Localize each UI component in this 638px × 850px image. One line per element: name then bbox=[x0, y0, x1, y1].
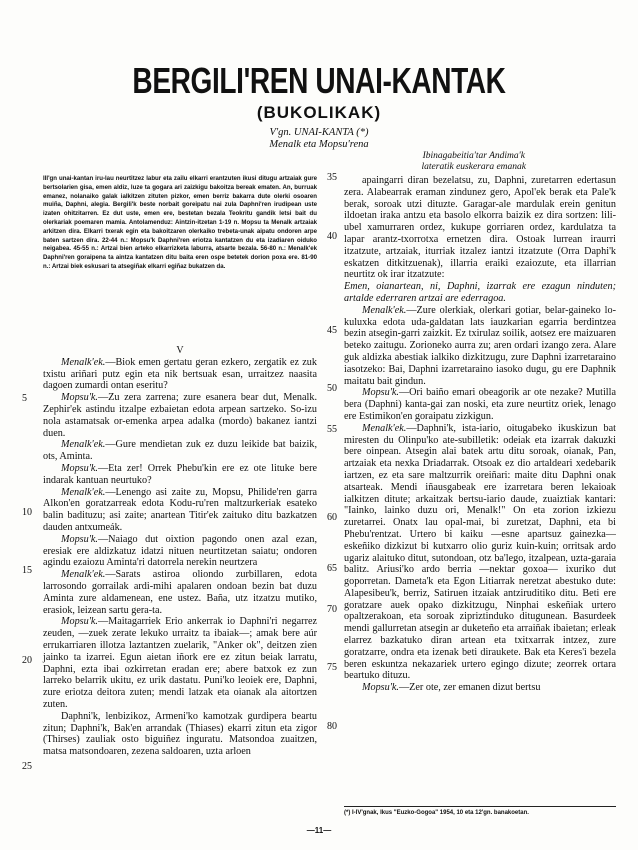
page-number: —11— bbox=[306, 826, 332, 835]
page-title: BERGILI'REN UNAI-KANTAK bbox=[132, 60, 506, 101]
right-paragraph bbox=[344, 387, 616, 422]
line-number: 35 bbox=[327, 172, 337, 183]
line-number: 75 bbox=[327, 662, 337, 673]
left-paragraph bbox=[43, 463, 317, 487]
line-number: 45 bbox=[327, 325, 337, 336]
page-subtitle: (BUKOLIKAK) bbox=[256, 103, 382, 122]
speaker-name: Mopsu'k. bbox=[61, 462, 98, 474]
dialogue-text: Daphni'k, lenbizikoz, Armeni'ko kamotzak gurdipera beartu zitun; Daphni'k, Bak'en arrandak (Thiases) ekarri zitun eta zigor (Thirses) zauliak osto biguiñez inguratu. Matsondoa zuaitzen, matsa matsondoaren, zezena saldoaren, uzta arloen bbox=[43, 710, 317, 758]
credit-line-1: Ibinagabeitia'tar Andima'k bbox=[422, 151, 525, 161]
section-mark: V bbox=[176, 345, 184, 356]
dialogue-text: —Zure olerkiak, olerkari gotiar, belar-gaineko lo-kuluxka edota uda-galdatan lats iauzkarian egarria berdintzea bezin atsegin-garri zaizkit. Ez txirulaz soilik, aotsez ere maizuaren beteko zaitugu. Zorioneko aurra zu; aren ordari izango zera. Alare guk aldizka abestiak ialkiko dizkitzugu, zure Daphni izarretaraino iasotzeko: Bai, Daphni izarretaraino iasoko dugu, gu ere Daphnik maitatu bait gindun. bbox=[344, 304, 616, 387]
left-paragraph bbox=[43, 392, 317, 439]
byline-line-2: Menalk eta Mopsu'rena bbox=[269, 139, 369, 150]
dialogue-text: —Lenengo asi zaite zu, Mopsu, Philide'ren garra Alkon'en goratzarreak edota Kodu-ru'ren maltzurkeriak esateko balin badituzu; asi zaite; anartean Titir'ek zaituko ditu bazkatzen dauden antxumeák. bbox=[43, 486, 317, 533]
left-paragraph bbox=[43, 534, 317, 569]
dialogue-text: —Biok emen gertatu geran ezkero, zergatik ez zuk txistu ariñari putz egin eta nik bertsuak esan, urraitzez naasita dagoen zumardi ontan eseritu? bbox=[43, 356, 317, 392]
byline-line-1: V'gn. UNAI-KANTA (*) bbox=[269, 127, 369, 138]
dialogue-text: —Maitagarriek Erio ankerrak io Daphni'ri negarrez zeuden, —zuek zerate lekuko urraitz ta ibaiak—; amak bere aúr errukarriaren illotza laztantzen zuelarik, "Anker ok", deitzen zien jainko ta izarrei. Egun aietan iñork ere ez zitun beiak larratu, Daphni, ezta ibai ozkirretan eradan ere; abere batxok ez zun larreko belarrik ukitu, ez urik dastatu. Puni'ko leoiek ere, Daphni, zure eriotza deitora zuten; mendi latzak eta oianak ala aitortzen zuten. bbox=[43, 616, 317, 710]
line-number: 10 bbox=[22, 507, 32, 518]
speaker-name: Mopsu'k. bbox=[61, 533, 98, 545]
right-paragraph bbox=[344, 281, 616, 305]
speaker-name: Mopsu'k. bbox=[61, 392, 98, 404]
left-paragraph bbox=[43, 616, 317, 710]
dialogue-text: —Sarats astiroa oliondo zurbillaren, edota larrosondo gorrailak ardi-mihi apalaren ondoan bezin bat duzu Aminta zure aldamenean, ene ustez. Baña, utz itzatzu mutiko, erasiok, leizean sartu gera-ta. bbox=[43, 569, 317, 616]
dialogue-text: —Naiago dut oixtion pagondo onen azal ezan, eresiak ere aldizkatuz idatzi nituen neurtitzetan saiatu; ondoren agindu ezaiozu Aminta'ri datorrela nerekin neurtzera bbox=[43, 533, 317, 569]
line-number: 60 bbox=[327, 512, 337, 523]
left-paragraph bbox=[43, 357, 317, 392]
right-paragraph bbox=[344, 175, 616, 281]
footnote: (*) I-IV'gnak, Ikus "Euzko-Gogoa" 1954, 10 eta 12'gn. banakoetan. bbox=[344, 806, 616, 816]
speaker-name: Mopsu'k. bbox=[61, 616, 98, 628]
dialogue-text: —Zu zera zarrena; zure esanera bear dut, Menalk. Zephir'ek astindu itzalpe ezbaietan edota arpean sartzeko. So-izu nola astamatsak or-emenka arpea adalka (mordo) bakanez iantzi duen. bbox=[43, 392, 317, 439]
left-paragraph bbox=[43, 487, 317, 534]
speaker-name: Menalk'ek. bbox=[61, 439, 106, 451]
left-paragraph bbox=[43, 711, 317, 758]
dialogue-text: apaingarri diran bezelatsu, zu, Daphni, zuretarren edertasun zera. Alabearrak eraman zindunez gero, Apol'ek berak eta Pale'k berak, soroak utzi dituzte. Garagar-ale mardulak erein genitun ildoetan iraka antzu eta basolo elkorra baizik ez dira sortzen: lili-ubel xamurraren ordez, kukupe gorriaren ordez, kardulatza ta lapar arantz-txorrotxa ernetzen dira. Ostoak lurrean iraurri itzatzute, artzaiak, iturriak itzalez iantzi itzatzute (Orra Daphi'k eskatzen ditkitzuenak), illarria eraiki ezaiozute, eta illarrian neurtitz ok irar itzatzute: bbox=[344, 175, 616, 281]
line-number: 5 bbox=[22, 393, 27, 404]
dialogue-text: —Daphni'k, ista-iario, oitugabeko ikuskizun bat miresten du Olinpu'ko ate-subilletik: odeiak eta izarrak dakuzki bere oinpean. Atsegin alai batek artu ditu soroak, oianak, Pan, artzaiak eta nexka Driadarrak. Otsoak ez dio artaldeari xedebarik iartzen, ez eta sare maltzurrik oreiñari: maite ditu Daphni onak atsarteak. Mendi iñausgabeak ere izarretara beren lekaioak ialkitzen ditute; arkaitzak bertsu-iario daude, zuaiztiak kantari: "Iainko, lainko duzu ori, Menalk!" On eta zorion izkiezu zuretarrei. Onatx lau opal-mai, bi zuretzat, Daphni, eta bi Phebu'rentzat. Urtero bi kaiku —esne apartsuz gainezka— eskeñiko dizkizut bi kutxarro olio guriz kuin-kuin; orritsak ardo ugariz alaituko ditut, sutondoan, otz ba'lego, itzalpean, uzta-garaia balitz. Ariusi'ko ardo berria —nektar goxoa— ixuriko dut goporretan. Dameta'k eta Egon Litiarrak neretzat abestuko dute: Alapesibeu'k, berriz, Satiruen itzaiak antziruditiko ditu. Beti ere goratzare auek opako dizkitzugu, Ninphai eskeñiak urtero opaltzerakoan, eta soroak zipriztinduko ditugunean. Basurdeek mendi gallurretan atsegin ar duketeño eta arraiñak ibaietan; erleak elarrez bazkatuko diran artean eta txitxarrak intzez, zure goratzarre, ondra eta izenak beti diraukete. Bak eta Keres'i bezela beren eskuntza nekazariek urtero egingo dizute; zeorrek ortara beartuko dituzu. bbox=[344, 422, 616, 682]
intro-summary: III'gn unai-kantan iru-lau neurtitzez labur eta zailu elkarri erantzuten ikusi ditugu artzaiak gure bertsolarien gisa, emen aldiz, luze ta gogara ari zaizkigu bakoitza bereak ematen. An, burruak emanez, nolanaiko galak ialkitzen zituten pizkor, emen berriz bakarra dute olerki osoaren muiña, Daphni, alegia. Bergili'k beste norbait goreipatu nai zula Daphni'ren irudipean uste izaten ohitzitarren. Ez dut uste, emen ere, bestetan bezala Teokritu gandik letsi bait du olerkariak poemaren mamia. Antolamenduz: Aintzin-itzetan 1-19 n. Mopsu ta Menalk artzaiak arkitzen dira. Elkarri txerak egin eta bakoitzaren olerkaiko trebeta-unak aipatu ondoren arpe baten sartzen dira. 22-44 n.: Mopsu'k Daphni'ren eriotza kantatzen du eta izadiaren oiduko neigabea. 45-55 n.: Artzai bien arteko elkarrizketa laburra, atsarte bezala. 56-80 n.: Menalk'ek Daphni'ren goraipena ta aintza kantatzen ditu baita eren ospe betetek dorion poxa ere. 81-90 n.: Artzai biek eskusari ta atsegiñak elkarri egiñaz bukatzen da. bbox=[43, 175, 317, 270]
credit-line-2: lateratik euskerara emanak bbox=[421, 162, 526, 172]
dialogue-text: Emen, oianartean, ni, Daphni, izarrak ere ezagun ninduten; artalde ederraren artzai are ederragoa. bbox=[344, 281, 616, 304]
left-paragraph bbox=[43, 439, 317, 463]
byline bbox=[0, 127, 638, 151]
line-number: 55 bbox=[327, 424, 337, 435]
speaker-name: Menalk'ek. bbox=[61, 356, 106, 368]
line-number: 65 bbox=[327, 563, 337, 574]
speaker-name: Menalk'ek. bbox=[362, 422, 407, 434]
dialogue-text: —Eta zer! Orrek Phebu'kin ere ez ote lituke bere indarak kantuan neurtuko? bbox=[43, 462, 317, 486]
line-number: 15 bbox=[22, 565, 32, 576]
dialogue-text: —Ori baiño emari obeagorik ar ote nezake? Mutilla bera (Daphni) kanta-gai zan noski, eta zure neurtitz oriek, lenago ere Estimikon'en goraipatu zizkigun. bbox=[344, 387, 616, 422]
right-column bbox=[344, 175, 616, 694]
right-paragraph bbox=[344, 423, 616, 683]
dialogue-text: —Gure mendietan zuk ez duzu leikide bat baizik, ots, Aminta. bbox=[43, 439, 317, 463]
speaker-name: Menalk'ek. bbox=[61, 486, 106, 498]
line-number: 80 bbox=[327, 721, 337, 732]
translator-credit bbox=[422, 151, 526, 173]
line-number: 70 bbox=[327, 604, 337, 615]
left-column bbox=[43, 175, 317, 758]
right-paragraph bbox=[344, 682, 616, 694]
speaker-name: Mopsu'k. bbox=[362, 387, 399, 399]
line-number: 20 bbox=[22, 655, 32, 666]
line-number: 50 bbox=[327, 383, 337, 394]
left-paragraph bbox=[43, 569, 317, 616]
speaker-name: Menalk'ek. bbox=[61, 569, 106, 581]
dialogue-text: —Zer ote, zer emanen dizut bertsu bbox=[398, 682, 541, 694]
left-column-body bbox=[43, 357, 317, 758]
right-paragraph bbox=[344, 305, 616, 388]
right-column-body bbox=[344, 175, 616, 694]
speaker-name: Menalk'ek. bbox=[362, 304, 407, 316]
speaker-name: Mopsu'k. bbox=[362, 682, 399, 694]
line-number: 25 bbox=[22, 761, 32, 772]
line-number: 40 bbox=[327, 231, 337, 242]
